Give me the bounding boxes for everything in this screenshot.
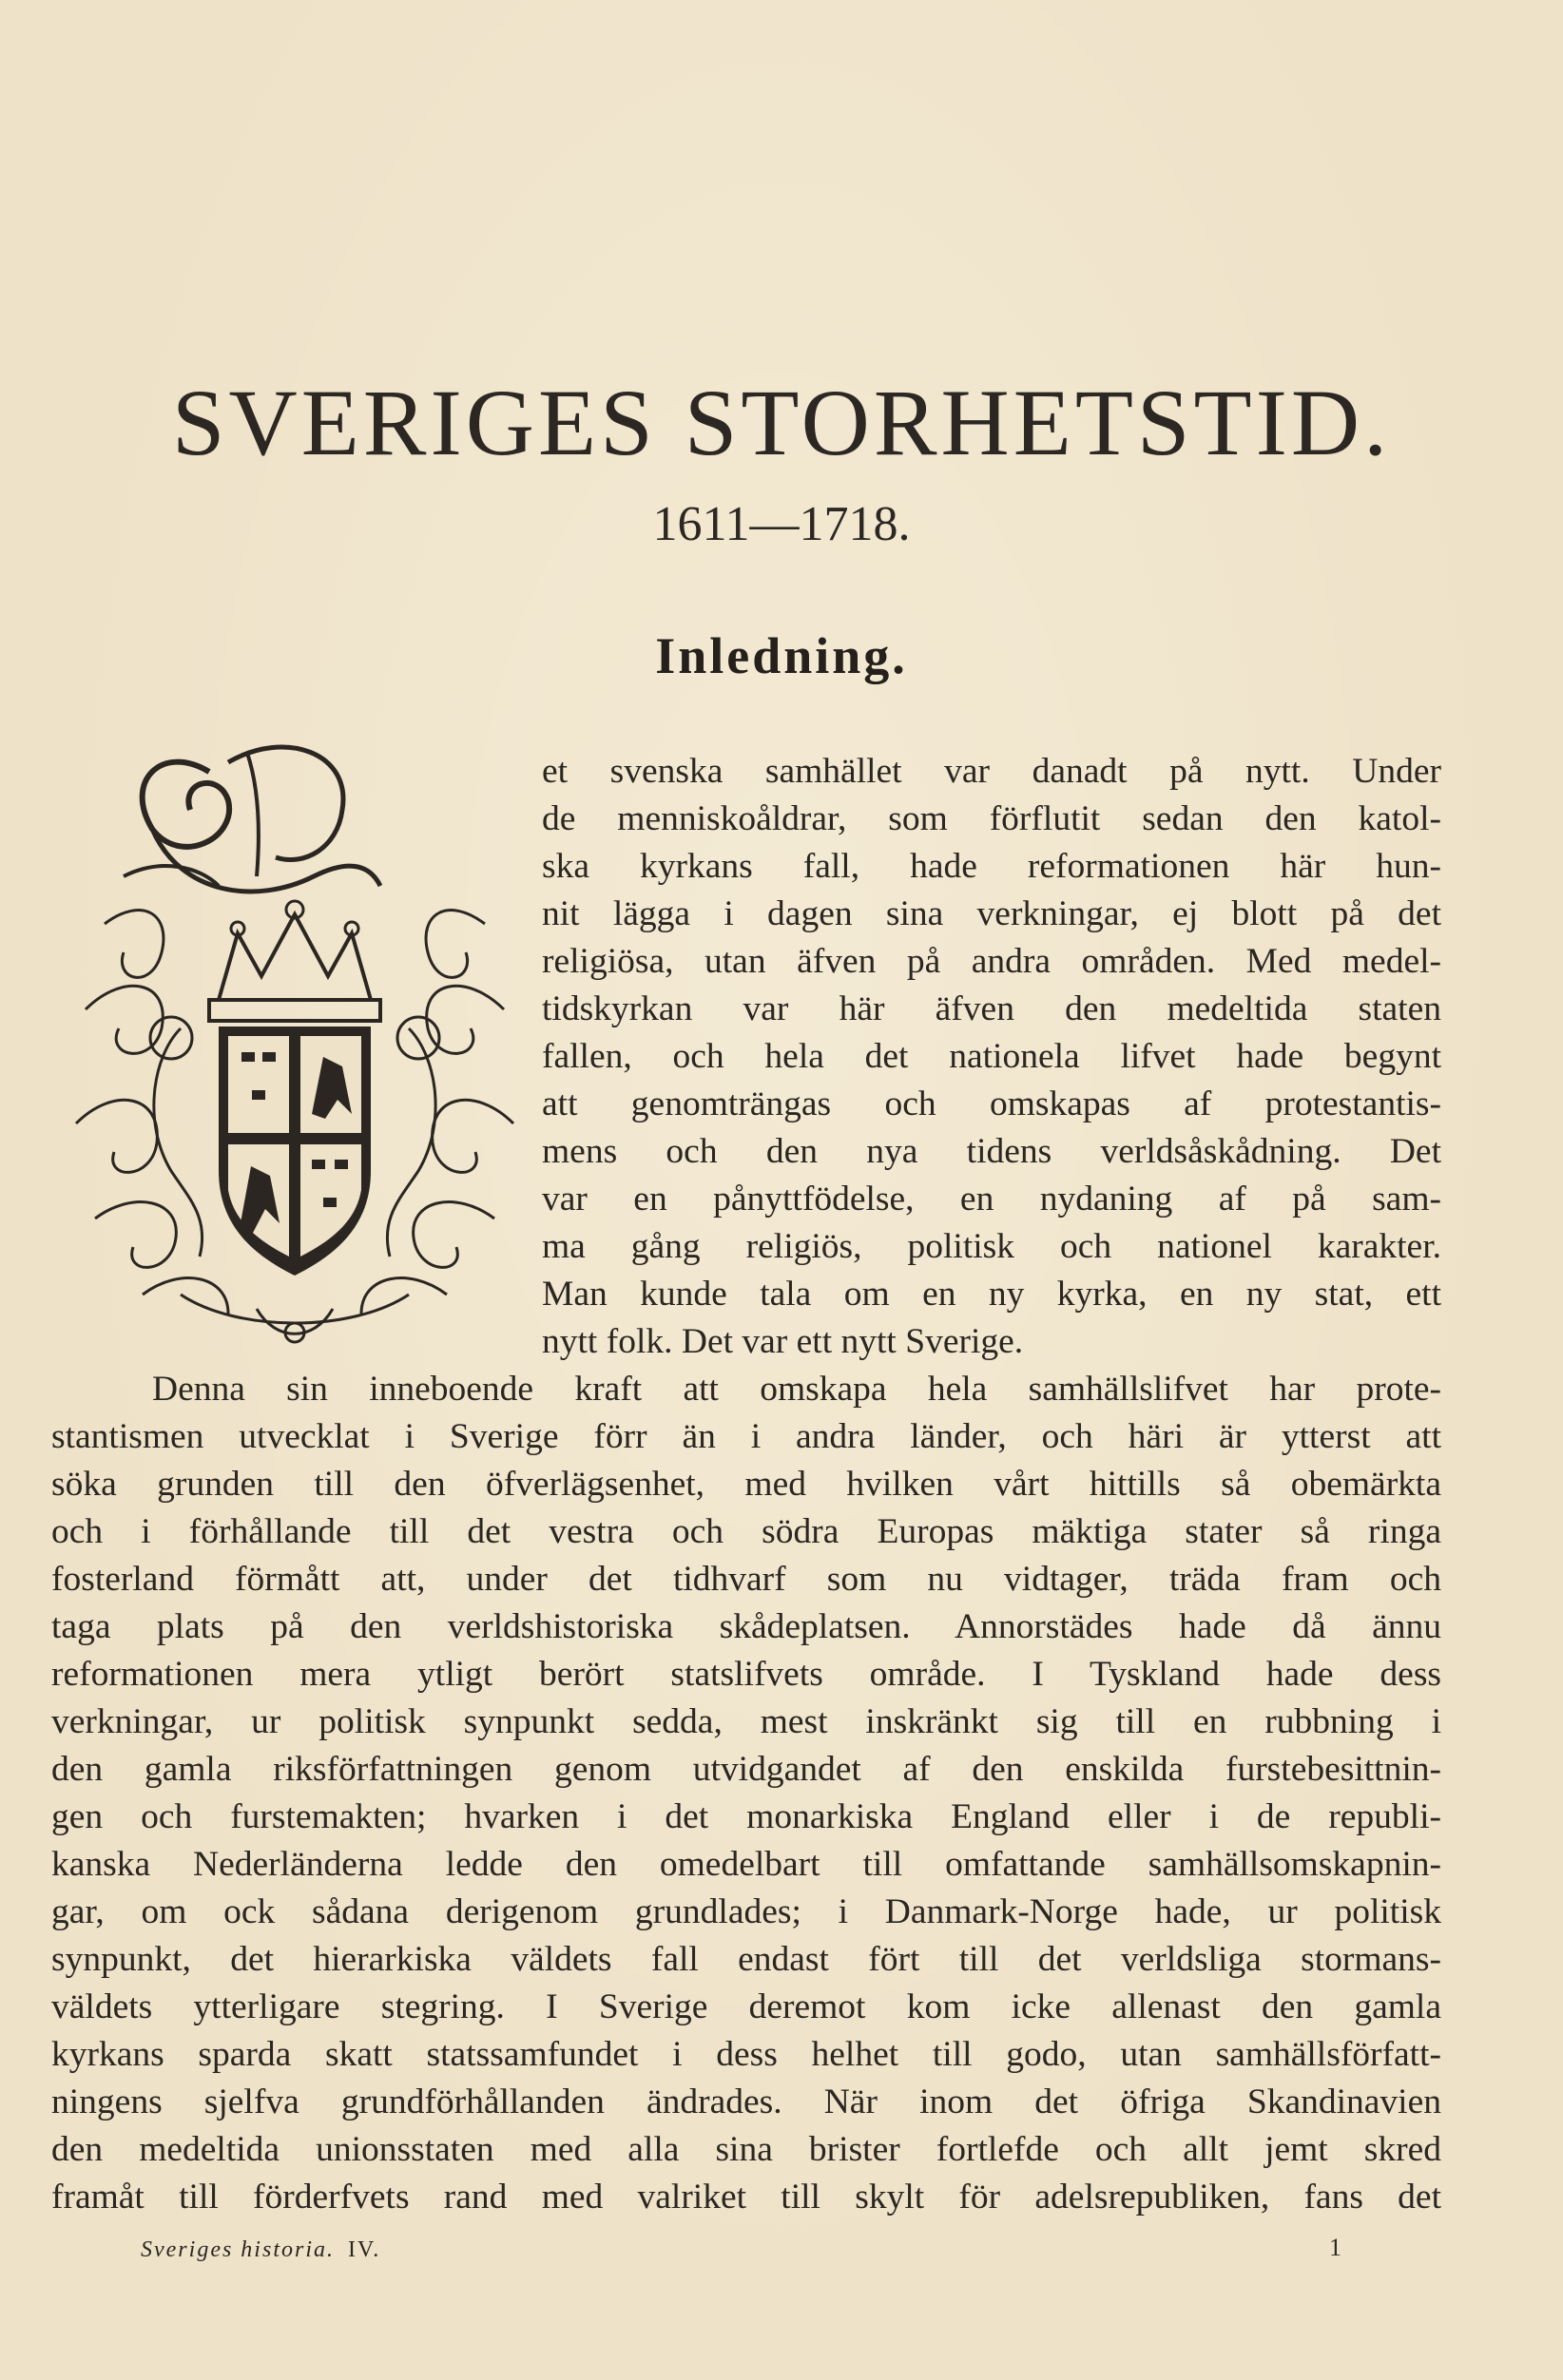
text-line: kanska Nederländerna ledde den omedelbart till omfattande samhällsomskapnin- <box>51 1845 1441 1884</box>
volume-number: IV. <box>348 2237 381 2262</box>
text-line: ska kyrkans fall, hade reformationen här hun- <box>542 847 1441 886</box>
text-line: söka grunden till den öfverlägsenhet, med hvilken vårt hittills så obemärkta <box>51 1465 1441 1504</box>
text-line: fosterland förmått att, under det tidhvarf som nu vidtager, träda fram och <box>51 1560 1441 1599</box>
text-line: Man kunde tala om en ny kyrka, en ny stat, ett <box>542 1275 1441 1314</box>
text-line: fallen, och hela det nationela lifvet hade begynt <box>542 1037 1441 1076</box>
text-line: Denna sin inneboende kraft att omskapa hela samhällslifvet har prote- <box>152 1370 1441 1409</box>
text-line: de menniskoåldrar, som förflutit sedan den katol- <box>542 799 1441 838</box>
text-line: nytt folk. Det var ett nytt Sverige. <box>542 1322 1024 1361</box>
text-line: framåt till förderfvets rand med valriket till skylt för adelsrepubliken, fans det <box>51 2178 1441 2217</box>
text-line: ningens sjelfva grundförhållanden ändrades. När inom det öfriga Skandinavien <box>51 2082 1441 2121</box>
text-line: kyrkans sparda skatt statssamfundet i dess helhet till godo, utan samhällsförfatt- <box>51 2035 1441 2074</box>
text-line: taga plats på den verldshistoriska skådeplatsen. Annorstädes hade då ännu <box>51 1607 1441 1646</box>
text-line: stantismen utvecklat i Sverige förr än i andra länder, och häri är ytterst att <box>51 1417 1441 1456</box>
text-line: et svenska samhället var danadt på nytt. Under <box>542 752 1441 791</box>
text-line: och i förhållande till det vestra och södra Europas mäktiga stater så ringa <box>51 1512 1441 1551</box>
text-line: verkningar, ur politisk synpunkt sedda, mest inskränkt sig till en rubbning i <box>51 1702 1441 1741</box>
text-line: synpunkt, det hierarkiska väldets fall endast fört till det verldsliga stormans- <box>51 1940 1441 1979</box>
running-footer <box>141 2237 380 2263</box>
text-line: den gamla riksförfattningen genom utvidgandet af den enskilda furstebesittnin- <box>51 1750 1441 1789</box>
text-line: mens och den nya tidens verldsåskådning. Det <box>542 1132 1441 1171</box>
book-title: Sveriges historia. <box>141 2237 335 2262</box>
text-line: den medeltida unionsstaten med alla sina brister fortlefde och allt jemt skred <box>51 2130 1441 2169</box>
text-line: att genomträngas och omskapas af protestantis- <box>542 1084 1441 1123</box>
text-line: religiösa, utan äfven på andra områden. Med medel- <box>542 942 1441 981</box>
text-line: gar, om ock sådana derigenom grundlades; i Danmark-Norge hade, ur politisk <box>51 1892 1441 1931</box>
text-line: ma gång religiös, politisk och nationel karakter. <box>542 1227 1441 1266</box>
text-line: reformationen mera ytligt berört statslifvets område. I Tyskland hade dess <box>51 1655 1441 1694</box>
text-line: väldets ytterligare stegring. I Sverige deremot kom icke allenast den gamla <box>51 1987 1441 2026</box>
text-line: tidskyrkan var här äfven den medeltida staten <box>542 989 1441 1028</box>
text-line: nit lägga i dagen sina verkningar, ej blott på det <box>542 894 1441 933</box>
period-years: 1611—1718. <box>652 497 911 551</box>
text-line: var en pånyttfödelse, en nydaning af på sam- <box>542 1180 1441 1219</box>
text-line: gen och furstemakten; hvarken i det monarkiska England eller i de republi- <box>51 1797 1441 1836</box>
page-title: SVERIGES STORHETSTID. <box>171 370 1392 475</box>
swedish-coat-of-arms-icon <box>67 724 523 1359</box>
page-number: 1 <box>1329 2234 1341 2261</box>
chapter-heading: Inledning. <box>655 627 908 684</box>
